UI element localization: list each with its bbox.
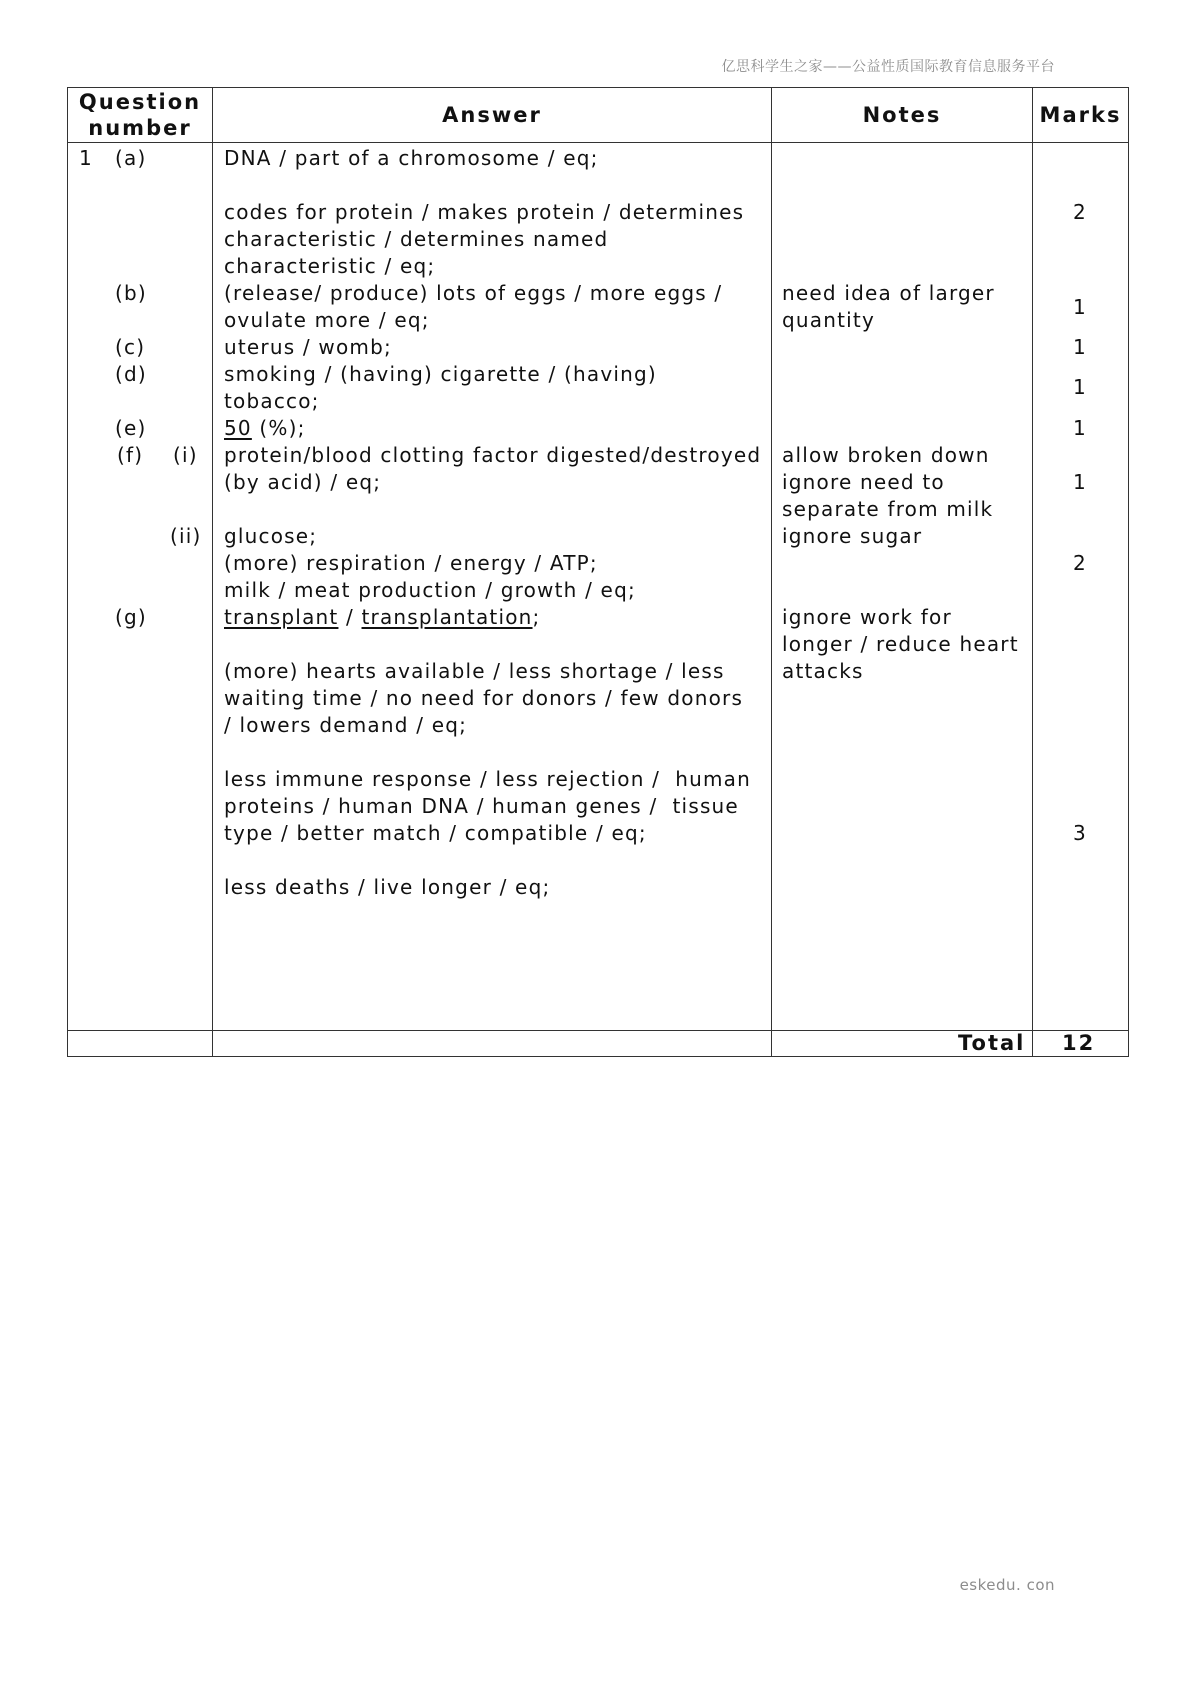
- marks-value: 3: [1073, 821, 1087, 845]
- note-line: ignore work for: [782, 605, 952, 629]
- answer-text: ;: [532, 605, 541, 629]
- answer-text: /: [338, 605, 362, 629]
- answer-line: (more) respiration / energy / ATP;: [224, 551, 598, 575]
- answer-line: uterus / womb;: [224, 335, 392, 359]
- answer-underlined: 50: [224, 416, 252, 440]
- note-line: ignore sugar: [782, 524, 923, 548]
- footer-text: eskedu. con: [959, 1576, 1055, 1594]
- note-line: separate from milk: [782, 497, 994, 521]
- part-label-e: (e): [115, 416, 147, 440]
- answer-line: [224, 415, 306, 442]
- column-divider: [212, 87, 213, 1057]
- answer-line: (by acid) / eq;: [224, 470, 382, 494]
- total-value: 12: [1062, 1031, 1096, 1055]
- part-label-f-ii: (ii): [170, 524, 202, 548]
- answer-line: smoking / (having) cigarette / (having): [224, 362, 657, 386]
- note-line: attacks: [782, 659, 864, 683]
- answer-line: (release/ produce) lots of eggs / more eggs /: [224, 281, 723, 305]
- answer-underlined: transplant: [224, 605, 339, 629]
- answer-line: glucose;: [224, 524, 318, 548]
- header-divider: [67, 142, 1129, 143]
- answer-line: less immune response / less rejection / human: [224, 767, 751, 791]
- answer-line: proteins / human DNA / human genes / tissue: [224, 794, 739, 818]
- question-number: 1: [79, 146, 93, 170]
- answer-underlined: transplantation: [361, 605, 533, 629]
- note-line: ignore need to: [782, 470, 945, 494]
- answer-text: (%);: [251, 416, 306, 440]
- answer-line: type / better match / compatible / eq;: [224, 821, 647, 845]
- column-divider: [1032, 87, 1033, 1057]
- watermark-text: 亿思科学生之家——公益性质国际教育信息服务平台: [721, 59, 1055, 75]
- answer-line: codes for protein / makes protein / determines: [224, 200, 745, 224]
- note-line: need idea of larger: [782, 281, 995, 305]
- header-question-number: Question number: [78, 90, 202, 140]
- answer-line: DNA / part of a chromosome / eq;: [224, 146, 599, 170]
- header-answer: Answer: [442, 103, 542, 127]
- header-notes: Notes: [862, 103, 942, 127]
- answer-line: characteristic / eq;: [224, 254, 436, 278]
- part-label-f: (f): [117, 443, 144, 467]
- marks-value: 1: [1073, 470, 1087, 494]
- column-divider: [771, 87, 772, 1057]
- part-label-f-i: (i): [173, 443, 198, 467]
- marks-value: 1: [1073, 375, 1087, 399]
- answer-line: milk / meat production / growth / eq;: [224, 578, 636, 602]
- answer-line: / lowers demand / eq;: [224, 713, 468, 737]
- marks-value: 2: [1073, 551, 1087, 575]
- answer-line: less deaths / live longer / eq;: [224, 875, 551, 899]
- marks-value: 1: [1073, 416, 1087, 440]
- answer-line: (more) hearts available / less shortage / less: [224, 659, 725, 683]
- note-line: allow broken down: [782, 443, 990, 467]
- answer-line: characteristic / determines named: [224, 227, 609, 251]
- answer-line: waiting time / no need for donors / few donors: [224, 686, 744, 710]
- answer-line: ovulate more / eq;: [224, 308, 430, 332]
- note-line: quantity: [782, 308, 875, 332]
- part-label-b: (b): [115, 281, 147, 305]
- note-line: longer / reduce heart: [782, 632, 1019, 656]
- part-label-d: (d): [115, 362, 147, 386]
- answer-line: [224, 604, 540, 631]
- part-label-a: (a): [115, 146, 147, 170]
- answer-line: tobacco;: [224, 389, 320, 413]
- part-label-g: (g): [115, 605, 147, 629]
- total-label: Total: [958, 1031, 1026, 1055]
- marks-value: 1: [1073, 295, 1087, 319]
- answer-line: protein/blood clotting factor digested/destroyed: [224, 443, 762, 467]
- part-label-c: (c): [115, 335, 146, 359]
- header-marks: Marks: [1039, 103, 1122, 127]
- marks-value: 2: [1073, 200, 1087, 224]
- marks-value: 1: [1073, 335, 1087, 359]
